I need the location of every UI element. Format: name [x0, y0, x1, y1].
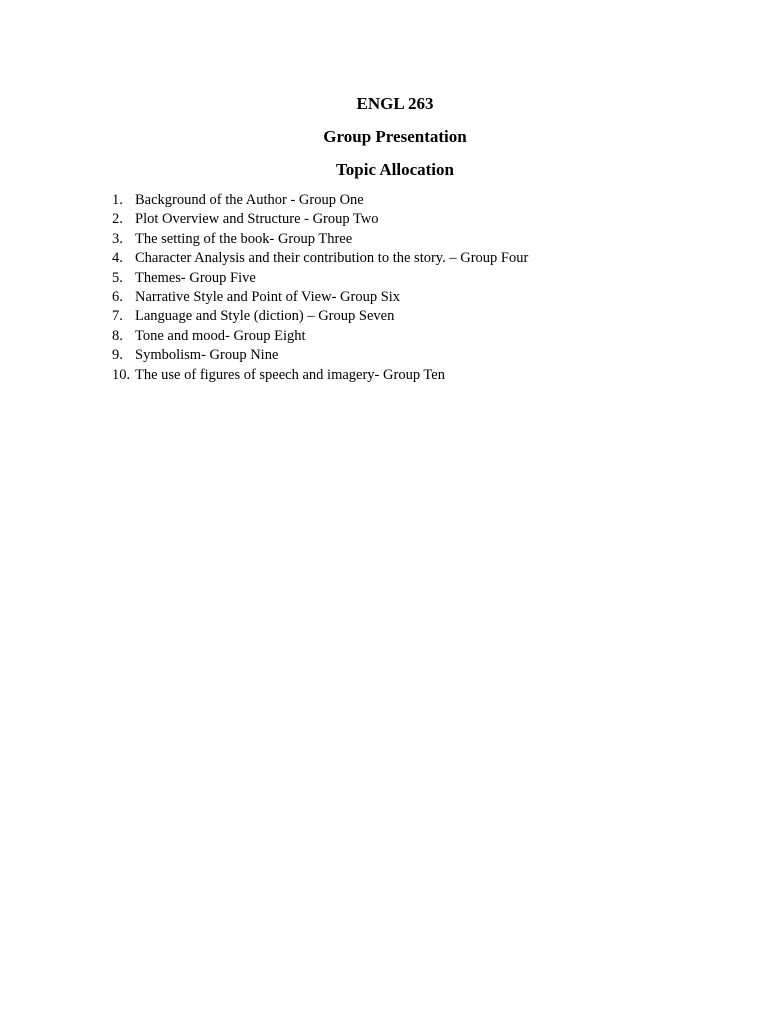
course-code-heading: ENGL 263: [356, 94, 434, 113]
topic-number: 8.: [112, 327, 123, 344]
topic-text: Background of the Author - Group One: [135, 192, 364, 208]
topic-number: 4.: [112, 250, 123, 267]
topic-text: Narrative Style and Point of View- Group Six: [135, 288, 401, 305]
topic-text: Symbolism- Group Nine: [135, 347, 279, 364]
topic-text: Tone and mood- Group Eight: [135, 327, 306, 344]
presentation-title-heading: Group Presentation: [323, 127, 467, 146]
topic-number: 9.: [112, 347, 123, 364]
topic-text: Plot Overview and Structure - Group Two: [135, 211, 379, 228]
topic-number: 2.: [112, 211, 123, 228]
topic-text: Language and Style (diction) – Group Seven: [135, 308, 395, 325]
topic-text: Character Analysis and their contribution to the story. – Group Four: [135, 250, 529, 267]
topic-number: 7.: [112, 308, 123, 325]
topic-number: 3.: [112, 230, 123, 247]
topic-text: Themes- Group Five: [135, 269, 256, 286]
topic-text: The use of figures of speech and imagery- Group Ten: [135, 366, 445, 383]
topic-number: 5.: [112, 269, 123, 286]
topic-number: 6.: [112, 288, 123, 305]
topic-number: 10.: [112, 366, 131, 383]
topic-allocation-heading: Topic Allocation: [336, 160, 454, 179]
topic-number: 1.: [112, 192, 123, 208]
topic-text: The setting of the book- Group Three: [135, 230, 353, 247]
